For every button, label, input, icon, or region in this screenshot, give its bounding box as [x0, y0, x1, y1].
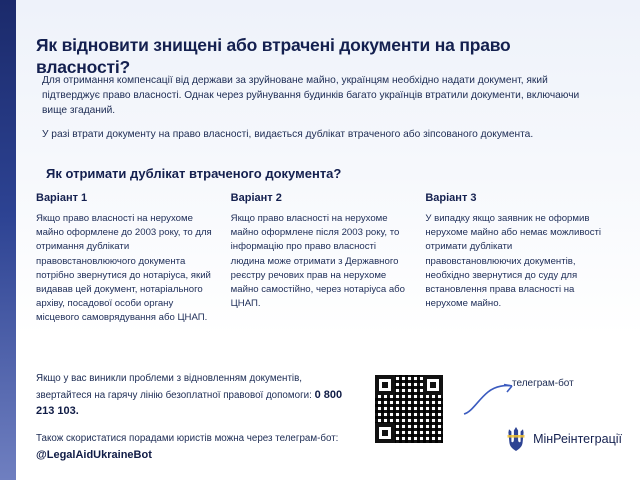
variant-1-heading: Варіант 1	[36, 192, 88, 204]
qr-code[interactable]	[372, 372, 446, 446]
variant-column-3	[425, 192, 620, 326]
qr-eye-top-left	[375, 375, 395, 395]
variant-2-heading: Варіант 2	[230, 192, 282, 204]
variant-1-body: Якщо право власності на нерухоме майно оформлене до 2003 року, то для отримання дублікати правовстановлюючого документа потрібно звернутися до нотаріуса, який видавав цей документ, нотаріального архіву, посадової особи органу місцевого самоврядування або ЦНАП.	[36, 213, 212, 324]
telegram-bot-handle[interactable]: @LegalAidUkraineBot	[36, 448, 152, 461]
variant-3-body: У випадку якщо заявник не оформив нерухоме майно або немає можливості отримати дублікати правовстановлюючих документів, необхідно звернутися до суду для встановлення права власності на нерухоме майно.	[425, 213, 602, 310]
telegram-line	[36, 432, 356, 463]
ministry-name: МінРеінтеграції	[533, 432, 622, 446]
telegram-text: Також скористатися порадами юристів можна через телеграм-бот:	[36, 433, 339, 445]
ukraine-trident-icon	[506, 426, 526, 452]
arrow-icon	[462, 382, 516, 416]
left-accent-bar	[0, 0, 16, 480]
variant-column-1	[36, 192, 231, 326]
qr-eye-top-right	[423, 375, 443, 395]
footer-contacts	[36, 372, 356, 475]
variant-3-heading: Варіант 3	[425, 192, 477, 204]
variant-2-body: Якщо право власності на нерухоме майно оформлене після 2003 року, то інформацію про право власності людина може отримати з Державного реєстру речових прав на нерухоме майно самостійно, через нотаріуса або ЦНАП.	[230, 213, 405, 310]
hotline-line	[36, 372, 356, 420]
variants-columns	[36, 192, 620, 326]
variant-column-2	[231, 192, 426, 326]
intro-paragraph-2: У разі втрати документу на право власності, видається дублікат втраченого або зіпсованого документа.	[42, 129, 534, 141]
intro-block	[42, 74, 602, 153]
qr-caption: телеграм-бот	[512, 378, 574, 389]
page-title: Як відновити знищені або втрачені документи на право власності?	[36, 34, 511, 78]
hotline-text: Якщо у вас виникли проблеми з відновленням документів, звертайтеся на гарячу лінію безоплатної правової допомоги:	[36, 373, 315, 401]
qr-eye-bottom-left	[375, 423, 395, 443]
ministry-brand	[506, 426, 622, 452]
hotline-phone: 0 800 213 103.	[36, 388, 343, 418]
section-subtitle: Як отримати дублікат втраченого документа?	[46, 165, 342, 181]
intro-paragraph-1: Для отримання компенсації від держави за зруйноване майно, українцям необхідно надати документ, який підтверджує право власності. Однак через руйнування будинків багато українців втратили документи, включаючи вище згаданий.	[42, 75, 580, 116]
